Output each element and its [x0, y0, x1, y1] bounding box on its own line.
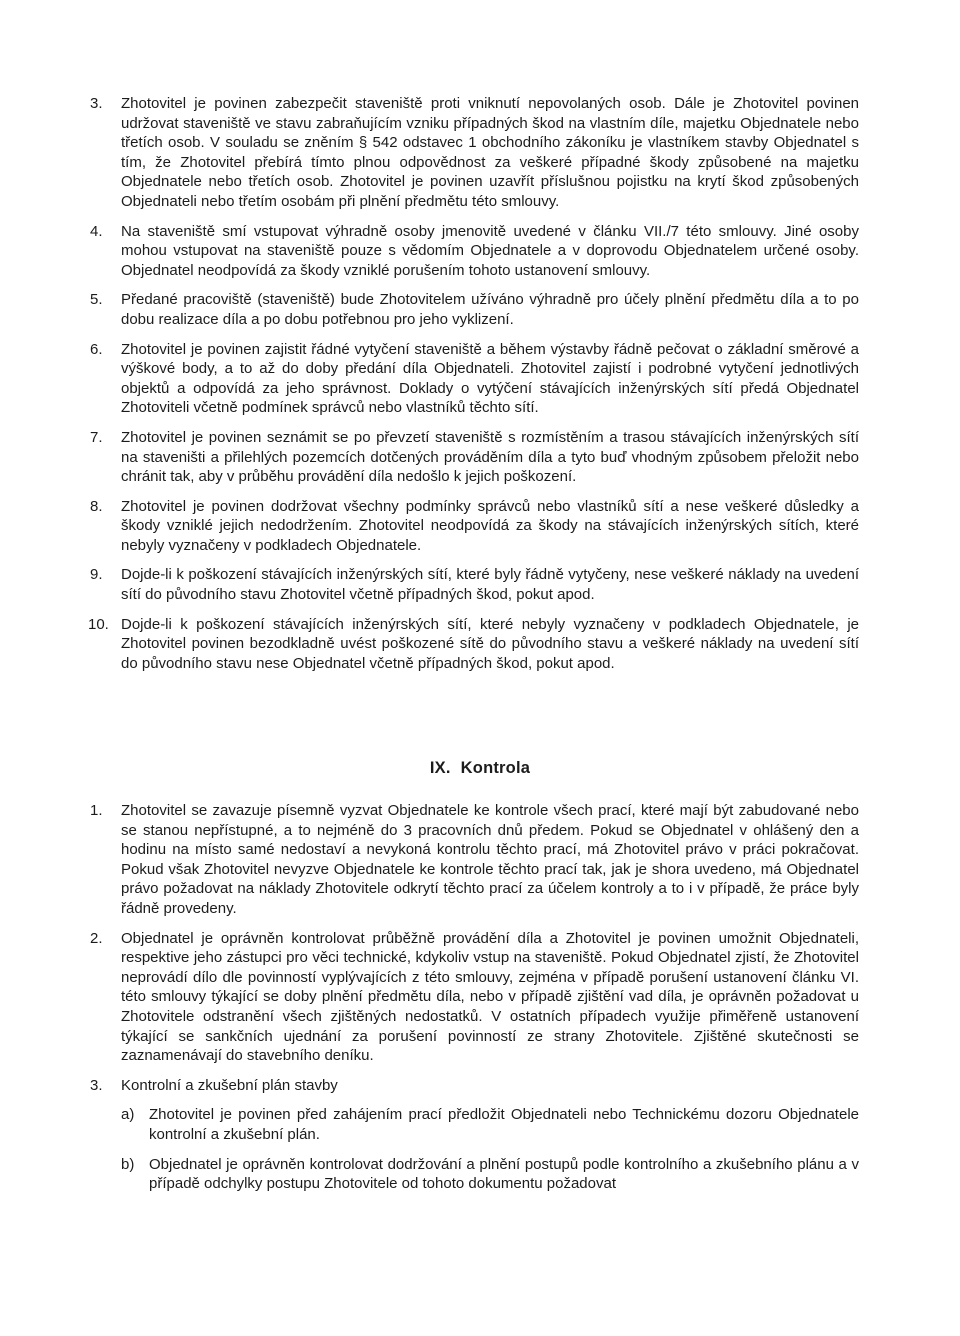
list-item: [0, 801, 960, 919]
list-item: [0, 222, 960, 281]
item-number: 6.: [90, 340, 103, 358]
item-text: Zhotovitel je povinen zajistit řádné vytyčení staveniště a během výstavby řádně pečovat o základní směrové a výškové body, a to až do doby předání díla Objednateli. Zhotovitel zajistí i podrobné vytyčení jednotlivých objektů a odpovídá za jeho správnost. Doklady o vytýčení stávajících inženýrských sítí předá Objednatel Zhotoviteli včetně podmínek správců nebo vlastníků těchto sítí.: [121, 340, 859, 417]
section-number: IX.: [429, 759, 451, 777]
item-text: Předané pracoviště (staveniště) bude Zhotovitelem užíváno výhradně pro účely plnění předmětu díla a to po dobu realizace díla a po dobu potřebnou pro jeho vyklizení.: [121, 291, 859, 328]
item-text: Kontrolní a zkušební plán stavby: [121, 1076, 338, 1094]
item-number: 1.: [90, 802, 103, 819]
item-text: Dojde-li k poškození stávajících inženýrských sítí, které nebyly vyznačeny v podkladech Objednatele, je Zhotovitel povinen bezodkladně uvést poškozené sítě do původního stavu a veškeré náklady na uvedení sítí do původního stavu nese Objednatel včetně případných škod, pokut apod.: [121, 615, 859, 672]
list-item: [0, 615, 960, 674]
section-9-list: [0, 801, 960, 1204]
item-number: 5.: [90, 291, 103, 309]
sub-list-item: [0, 1155, 960, 1194]
item-text: Dojde-li k poškození stávajících inženýrských sítí, které byly řádně vytyčeny, nese veškeré náklady na uvedení sítí do původního stavu Zhotovitel včetně případných škod, pokut apod.: [121, 566, 859, 604]
sub-item-letter: a): [121, 1106, 135, 1124]
item-number: 3.: [90, 95, 103, 112]
list-item: [0, 929, 960, 1066]
list-item: [0, 94, 960, 212]
section-title: Kontrola: [460, 759, 531, 777]
item-number: 10.: [88, 615, 109, 633]
item-number: 8.: [90, 497, 103, 515]
item-text: Zhotovitel je povinen zabezpečit staveniště proti vniknutí nepovolaných osob. Dále je Zhotovitel povinen udržovat staveniště ve stavu zabraňujícím vzniku případných škod na vlastním díle, majetku Objednatele nebo třetích osob. V souladu se zněním § 542 odstavec 1 obchodního zákoníku je vlastníkem stavby Objednatel s tím, že Zhotovitel přebírá tímto plnou odpovědnost za veškeré případné škody způsobené na majetku Objednatele nebo třetích osob. Zhotovitel je povinen uzavřít příslušnou pojistku na krytí škod způsobených Objednateli nebo třetím osobám při plnění předmětu této smlouvy.: [121, 95, 859, 210]
sub-list-item: [0, 1105, 960, 1144]
list-item: [0, 565, 960, 604]
sub-item-text: Objednatel je oprávněn kontrolovat dodržování a plnění postupů podle kontrolního a zkušebního plánu a v případě odchylky postupu Zhotovitele od tohoto dokumentu požadovat: [149, 1155, 859, 1193]
item-number: 2.: [90, 929, 103, 947]
list-item: [0, 290, 960, 329]
list-item: [0, 1076, 960, 1096]
list-item: [0, 497, 960, 556]
item-number: 7.: [90, 428, 103, 446]
list-item: [0, 428, 960, 487]
item-text: Objednatel je oprávněn kontrolovat průběžně provádění díla a Zhotovitel je povinen umožnit Objednateli, respektive jeho zástupci pro věci technické, kdykoliv vstup na staveniště. Pokud Objednatel zjistí, že Zhotovitel neprovádí dílo dle povinností vyplývajících z této smlouvy, zejména v případě porušení ustanovení článku VI. této smlouvy týkající se doby plnění předmětu díla, nebo v případě zjištění vad díla, je oprávněn požadovat u Zhotovitele odstranění všech zjištěných nedostatků. V ostatních případech využije přiměřeně ustanovení týkající se sankčních ujednání za porušení povinností ze strany Zhotovitele. Zjištěné skutečnosti se zaznamenávají do stavebního deníku.: [121, 929, 859, 1065]
section-8-list: [0, 94, 960, 683]
item-text: Na staveniště smí vstupovat výhradně osoby jmenovitě uvedené v článku VII./7 této smlouvy. Jiné osoby mohou vstupovat na staveniště pouze s vědomím Objednatele a v doprovodu Objednatelem určené osoby. Objednatel neodpovídá za škody vzniklé porušením tohoto ustanovení smlouvy.: [121, 222, 859, 279]
item-number: 9.: [90, 566, 103, 584]
item-text: Zhotovitel je povinen seznámit se po převzetí staveniště s rozmístěním a trasou stávajících inženýrských sítí na staveništi a přilehlých pozemcích dotčených prováděním díla a tyto buď vhodným způsobem přeložit nebo chránit tak, aby v průběhu provádění díla nedošlo k jejich poškození.: [121, 428, 859, 486]
section-heading: [0, 759, 960, 778]
item-text: Zhotovitel je povinen dodržovat všechny podmínky správců nebo vlastníků sítí a nese veškeré důsledky a škody vzniklé jejich nedodržením. Zhotovitel neodpovídá za škody na stávajících inženýrských sítích, které nebyly vyznačeny v podkladech Objednatele.: [121, 497, 859, 554]
sub-item-letter: b): [121, 1155, 135, 1173]
item-number: 3.: [90, 1076, 103, 1094]
item-text: Zhotovitel se zavazuje písemně vyzvat Objednatele ke kontrole všech prací, které mají být zabudované nebo se stanou nepřístupné, a to nejméně do 3 pracovních dnů předem. Pokud se Objednatel v ohlášený den a hodinu na místo samé nedostaví a nevykoná kontrolu těchto prací, má Zhotovitel právo v práci pokračovat. Pokud však Zhotovitel nevyzve Objednatele ke kontrole těchto prací tak, jak je shora uvedeno, má Objednatel právo požadovat na náklady Zhotovitele odkrytí těchto prací za účelem kontroly a to i v případě, že práce byly řádně provedeny.: [121, 802, 859, 917]
item-number: 4.: [90, 222, 103, 240]
list-item: [0, 340, 960, 418]
sub-item-text: Zhotovitel je povinen před zahájením prací předložit Objednateli nebo Technickému dozoru Objednatele kontrolní a zkušební plán.: [149, 1106, 859, 1143]
